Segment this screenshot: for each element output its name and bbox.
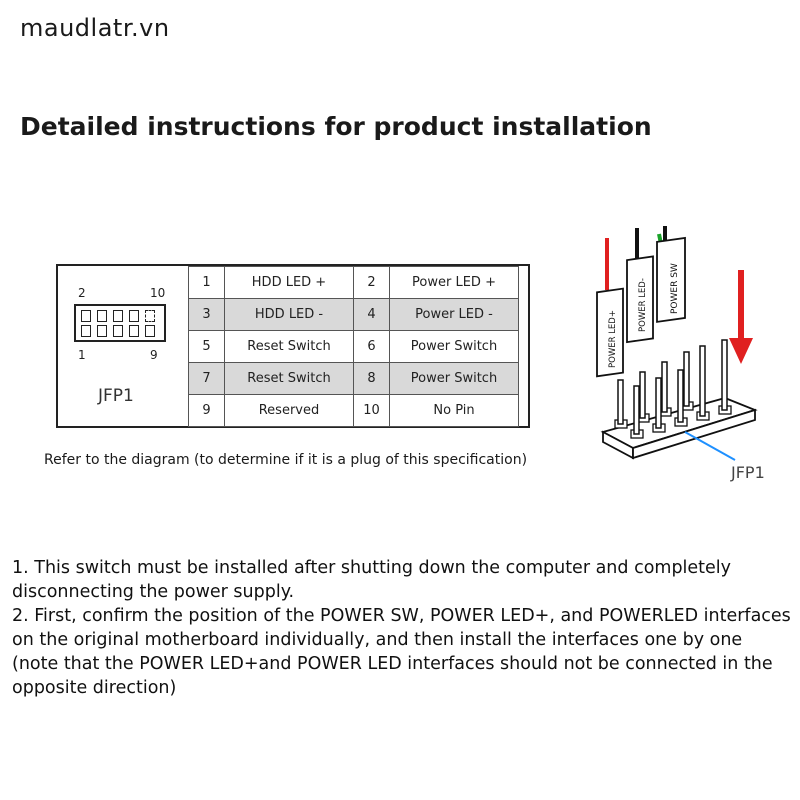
header-pin (113, 310, 123, 322)
diagram-caption: Refer to the diagram (to determine if it is a plug of this specification) (44, 452, 528, 468)
connector-diagram (585, 220, 785, 490)
plug-label: POWER SW (670, 263, 680, 314)
watermark: maudlatr.vn (20, 14, 170, 42)
header-pin (97, 310, 107, 322)
pin-function: No Pin (390, 395, 519, 427)
header-label: JFP1 (98, 386, 134, 406)
pin-number-top-right: 10 (150, 286, 166, 300)
pin-function: Reset Switch (225, 363, 354, 395)
plug-power-led-plus (597, 289, 623, 377)
table-row (189, 267, 519, 299)
pin-number: 6 (354, 331, 390, 363)
pin-number: 4 (354, 299, 390, 331)
pin-function: Power Switch (390, 331, 519, 363)
header-pin-empty (145, 310, 155, 322)
pin-number: 7 (189, 363, 225, 395)
page-title: Detailed instructions for product installation (20, 112, 652, 141)
label-pointer (685, 432, 735, 460)
instructions (12, 556, 792, 700)
instruction-item: 1. This switch must be installed after shutting down the computer and completely disconnecting the power supply. (12, 558, 732, 602)
header-pin (145, 325, 155, 337)
pin-function: Power LED + (390, 267, 519, 299)
connector-label: JFP1 (731, 463, 765, 482)
header-pin (81, 310, 91, 322)
header-pinout-graphic (58, 266, 189, 426)
header-pin (129, 325, 139, 337)
pin-number: 5 (189, 331, 225, 363)
plug-label: POWER LED- (638, 278, 648, 332)
plug-power-led-minus (627, 256, 653, 342)
pin-number-top-left: 2 (78, 286, 86, 300)
pin-function: Power Switch (390, 363, 519, 395)
insert-direction-arrow-icon (729, 270, 753, 364)
pin-number-bottom-left: 1 (78, 348, 86, 362)
pin-number: 2 (354, 267, 390, 299)
pin-function: Power LED - (390, 299, 519, 331)
plug-label: POWER LED+ (608, 310, 618, 368)
table-row (189, 331, 519, 363)
pin-number-bottom-right: 9 (150, 348, 158, 362)
pin-table (188, 266, 519, 427)
pin-number: 8 (354, 363, 390, 395)
pin-function: HDD LED + (225, 267, 354, 299)
pin-number: 9 (189, 395, 225, 427)
pin-number: 1 (189, 267, 225, 299)
pin-assignment-panel (56, 264, 530, 428)
instruction-item: 2. First, confirm the position of the POWER SW, POWER LED+, and POWERLED interfaces on the original motherboard individually, and then install the interfaces one by one (note that the POWER LED+and POWER LED interfaces should not be connected in the opposite direction) (12, 606, 791, 698)
pin-function: Reserved (225, 395, 354, 427)
table-row (189, 299, 519, 331)
pin-number: 3 (189, 299, 225, 331)
header-pin-block (74, 304, 166, 342)
pin-function: Reset Switch (225, 331, 354, 363)
header-pin (129, 310, 139, 322)
pin-number: 10 (354, 395, 390, 427)
header-pin (113, 325, 123, 337)
pin-function: HDD LED - (225, 299, 354, 331)
table-row (189, 363, 519, 395)
header-pin (81, 325, 91, 337)
plug-power-sw (657, 238, 685, 322)
table-row (189, 395, 519, 427)
header-pin (97, 325, 107, 337)
